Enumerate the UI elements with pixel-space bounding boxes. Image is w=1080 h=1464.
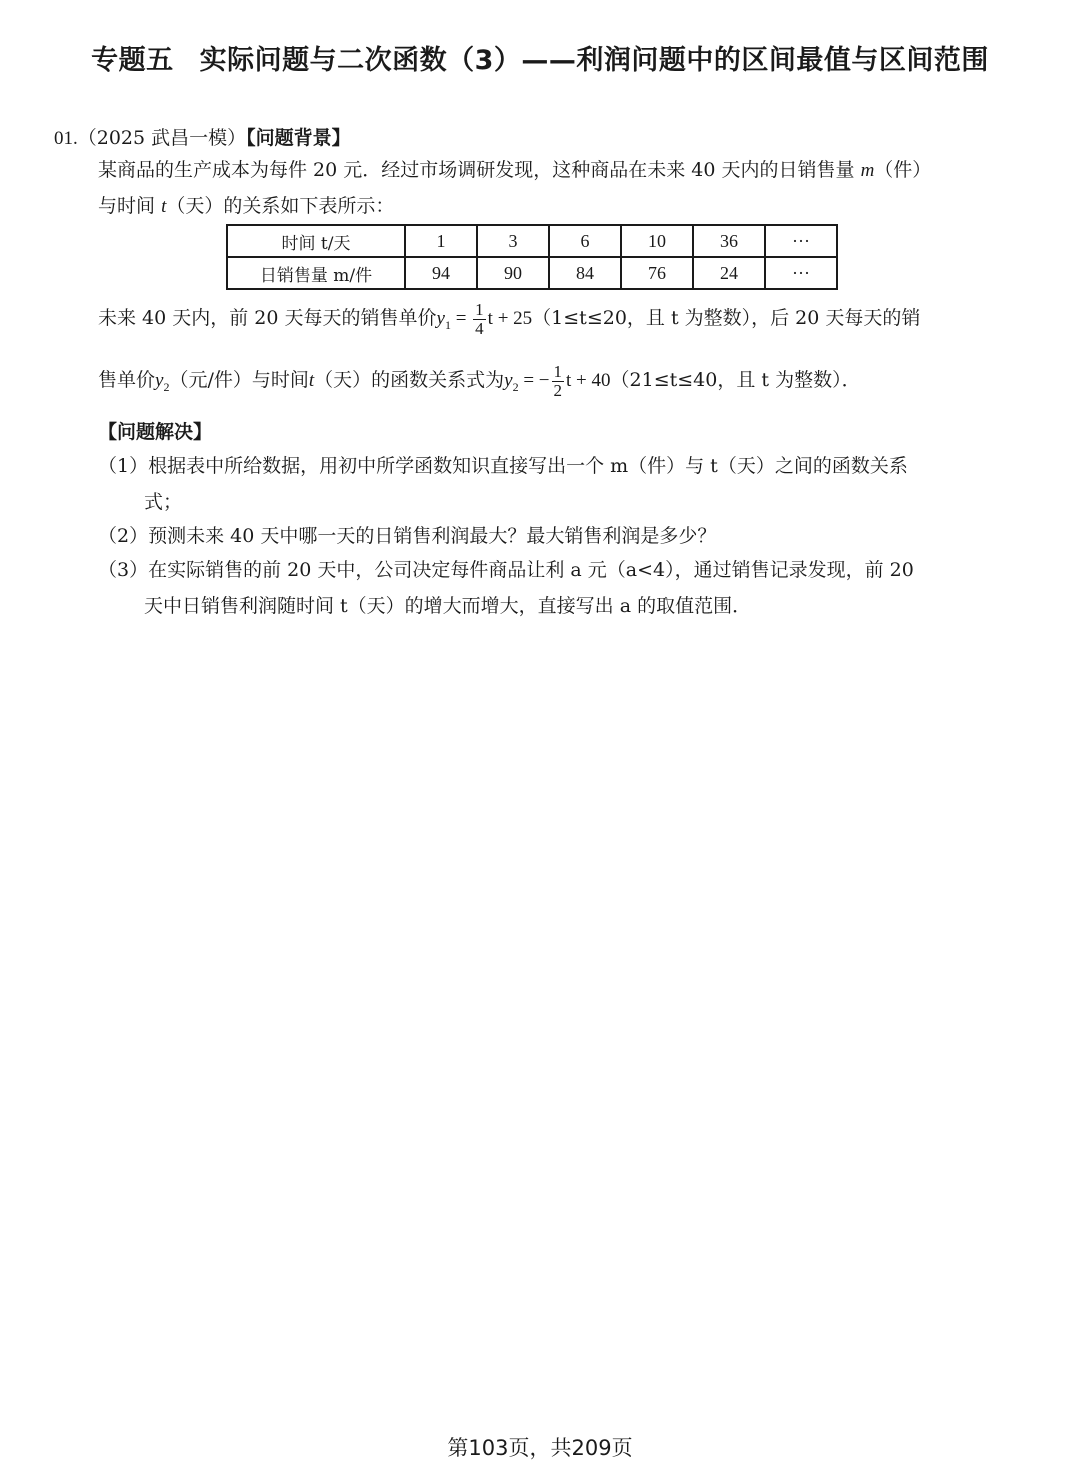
frac-denominator: 2	[553, 380, 563, 400]
problem-number: 01.	[54, 128, 78, 149]
var-y2: y	[155, 370, 164, 391]
title-subject: 实际问题与二次函数（3）——利润问题中的区间最值与区间范围	[199, 45, 989, 76]
var-y2-eq: y	[504, 370, 513, 391]
page-title	[0, 38, 1080, 77]
question-2: （2）预测未来 40 天中哪一天的日销售利润最大？最大销售利润是多少？	[98, 525, 717, 547]
title-topic: 专题五	[91, 45, 174, 76]
y2-equals: = −	[518, 370, 550, 391]
var-y1-sub: 1	[444, 317, 451, 332]
var-m: m	[860, 160, 875, 181]
table-cell: 1	[405, 225, 477, 257]
table-header-sales: 日销售量 m/件	[227, 257, 405, 289]
y1-rest: t + 25	[487, 308, 533, 329]
frac-numerator: 1	[553, 361, 563, 381]
table-cell: 76	[621, 257, 693, 289]
intro-text-1: 某商品的生产成本为每件 20 元．经过市场调研发现，这种商品在未来 40 天内的日销售量	[98, 159, 855, 181]
price-line-1	[98, 300, 920, 343]
price-text-1: 未来 40 天内，前 20 天每天的销售单价	[98, 307, 437, 329]
table-cell: 6	[549, 225, 621, 257]
intro-text-2-start: 与时间	[98, 195, 156, 217]
var-y2-eq-sub: 2	[512, 379, 519, 394]
solve-label: 【问题解决】	[98, 421, 213, 443]
question-3-line-1: （3）在实际销售的前 20 天中，公司决定每件商品让利 a 元（a<4），通过销售记录发现，前 20	[98, 559, 914, 581]
price-line-2	[98, 362, 861, 405]
var-t: t	[161, 196, 167, 217]
y2-condition: （21≤t≤40，且 t 为整数）．	[610, 369, 861, 391]
var-y2-sub: 2	[163, 379, 170, 394]
page-number: 第103页，共209页	[447, 1436, 633, 1460]
intro-text-2-end: （天）的关系如下表所示：	[166, 195, 395, 217]
sales-table	[226, 224, 838, 290]
table-cell: ···	[765, 225, 837, 257]
problem-header	[54, 124, 351, 153]
price-text-2: 售单价	[98, 369, 156, 391]
price-text-2-mid2: （天）的函数关系式为	[314, 369, 505, 391]
table-row	[227, 225, 837, 257]
var-y1: y	[436, 308, 445, 329]
question-3-line-2: 天中日销售利润随时间 t（天）的增大而增大，直接写出 a 的取值范围．	[144, 595, 752, 617]
y2-rest: t + 40	[566, 370, 611, 391]
fraction-one-quarter	[473, 301, 486, 338]
table-row	[227, 257, 837, 289]
question-1-line-1: （1）根据表中所给数据，用初中所学函数知识直接写出一个 m（件）与 t（天）之间的函数关系	[98, 455, 908, 477]
table-cell: 36	[693, 225, 765, 257]
price-text-2-mid: （元/件）与时间	[169, 369, 309, 391]
problem-source: （2025 武昌一模）	[77, 127, 247, 149]
table-cell: 84	[549, 257, 621, 289]
table-cell: 90	[477, 257, 549, 289]
fraction-one-half	[552, 363, 565, 400]
y1-equals: =	[450, 308, 472, 329]
intro-line-1	[98, 156, 931, 185]
frac-numerator: 1	[475, 299, 484, 319]
table-cell: 10	[621, 225, 693, 257]
table-cell: ···	[765, 257, 837, 289]
frac-denominator: 4	[475, 318, 484, 338]
table-cell: 94	[405, 257, 477, 289]
table-cell: 3	[477, 225, 549, 257]
table-header-time: 时间 t/天	[227, 225, 405, 257]
question-1-line-2: 式；	[144, 491, 183, 513]
var-t-2: t	[308, 370, 315, 391]
y1-condition: （1≤t≤20，且 t 为整数），后 20 天每天的销	[532, 307, 921, 329]
table-cell: 24	[693, 257, 765, 289]
intro-text-1-end: （件）	[874, 159, 932, 181]
background-label: 【问题背景】	[246, 127, 351, 149]
intro-line-2	[98, 192, 394, 221]
